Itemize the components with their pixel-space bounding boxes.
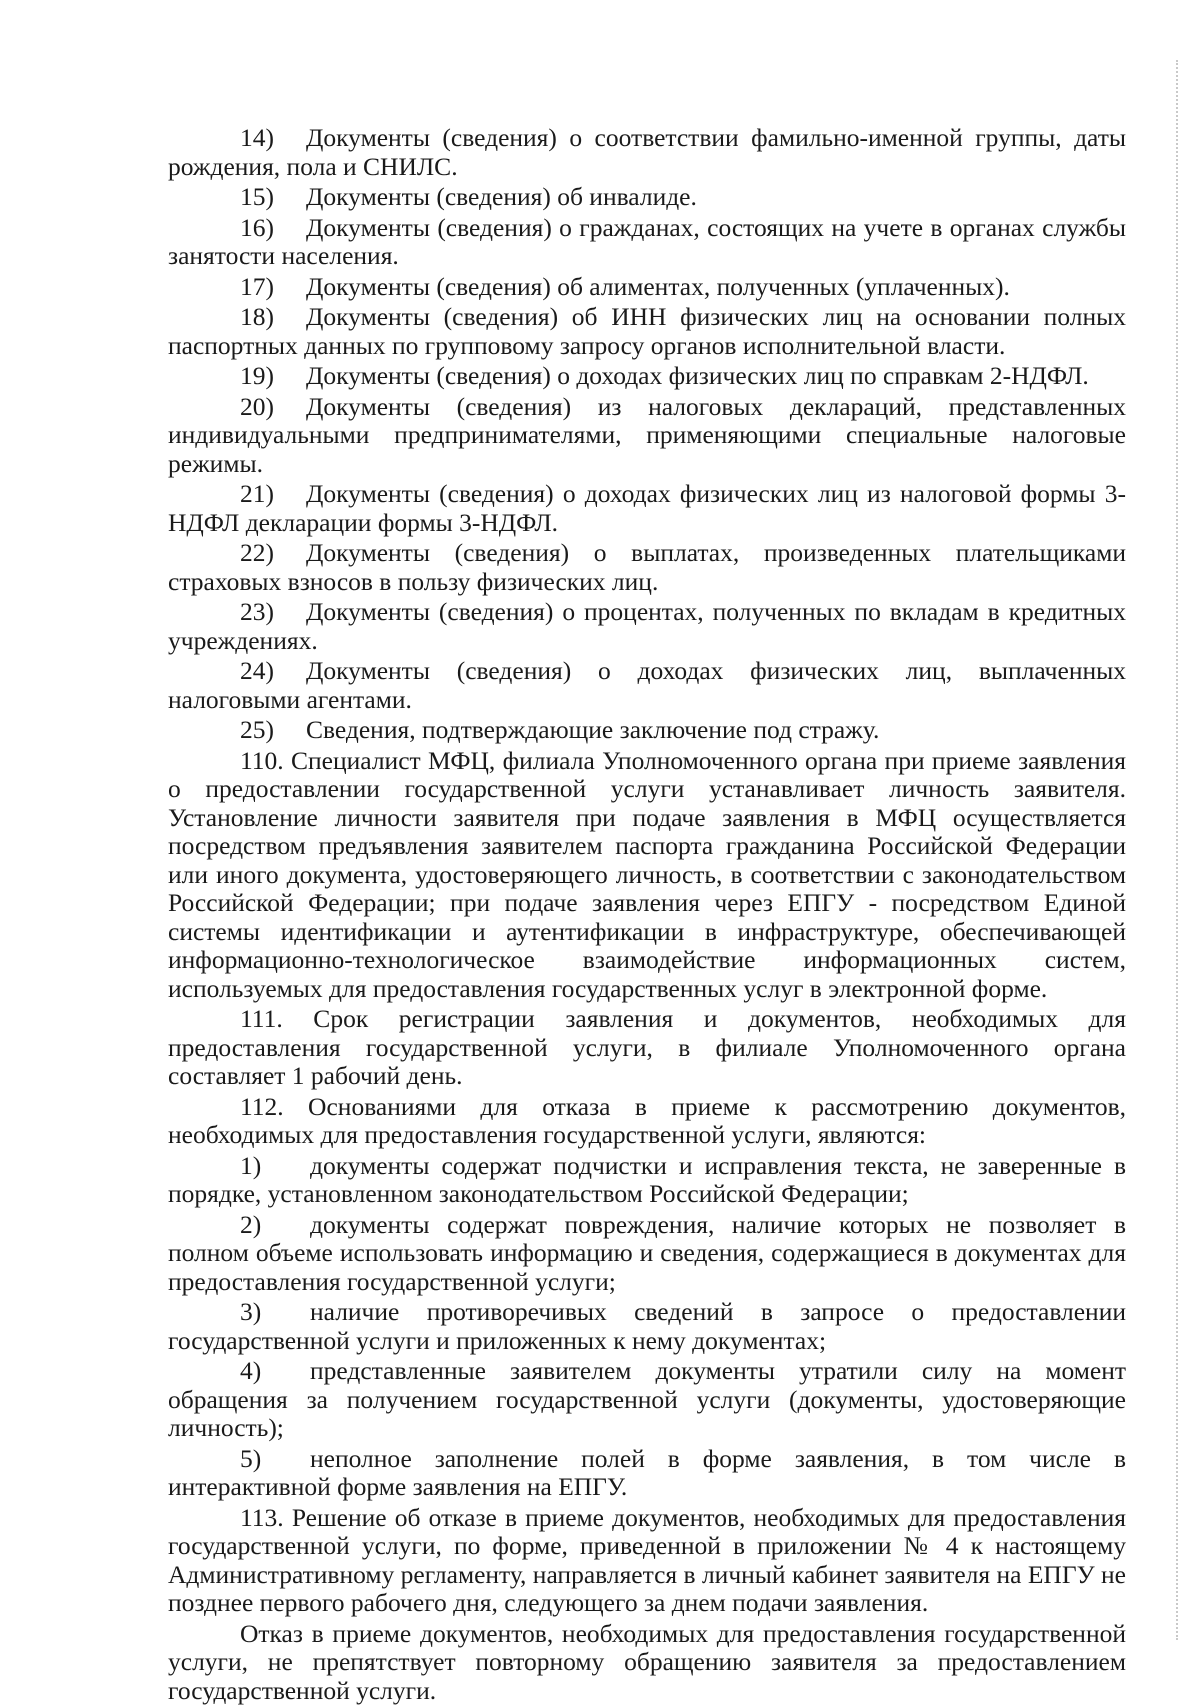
list-item: 23) Документы (сведения) о процентах, полученных по вкладам в кредитных учреждениях. bbox=[168, 597, 1126, 655]
list-item: 1) документы содержат подчистки и исправления текста, не заверенные в порядке, установленном законодательством Российской Федерации; bbox=[168, 1150, 1126, 1208]
scan-edge-dots bbox=[1176, 60, 1178, 1640]
list-item: 25) Сведения, подтверждающие заключение под стражу. bbox=[240, 715, 880, 744]
document-body bbox=[168, 124, 1126, 1707]
list-item: 19) Документы (сведения) о доходах физических лиц по справкам 2-НДФЛ. bbox=[240, 361, 1089, 390]
list-item: 24) Документы (сведения) о доходах физических лиц, выплаченных налоговыми агентами. bbox=[168, 656, 1126, 714]
list-item: 16) Документы (сведения) о гражданах, состоящих на учете в органах службы занятости населения. bbox=[168, 212, 1126, 270]
list-item: 18) Документы (сведения) об ИНН физических лиц на основании полных паспортных данных по групповому запросу органов исполнительной власти. bbox=[168, 302, 1126, 360]
list-item: 3) наличие противоречивых сведений в запросе о предоставлении государственной услуги и приложенных к нему документах; bbox=[168, 1297, 1126, 1355]
list-item: 17) Документы (сведения) об алиментах, полученных (уплаченных). bbox=[240, 271, 1010, 301]
list-item: 21) Документы (сведения) о доходах физических лиц из налоговой формы 3-НДФЛ декларации формы 3-НДФЛ. bbox=[168, 479, 1126, 537]
list-item: 15) Документы (сведения) об инвалиде. bbox=[240, 182, 697, 211]
list-item: 20) Документы (сведения) из налоговых деклараций, представленных индивидуальными предпринимателями, применяющими специальные налоговые режимы. bbox=[168, 391, 1126, 478]
list-item: 2) документы содержат повреждения, наличие которых не позволяет в полном объеме использовать информацию и сведения, содержащиеся в документах для предоставления государственной услуги; bbox=[168, 1209, 1126, 1296]
paragraph-111: 111. Срок регистрации заявления и документов, необходимых для предоставления государственной услуги, в филиале Уполномоченного органа составляет 1 рабочий день. bbox=[168, 1004, 1126, 1090]
paragraph-113: 113. Решение об отказе в приеме документов, необходимых для предоставления государственной услуги, по форме, приведенной в приложении № 4 к настоящему Административному регламенту, направляется в личный кабинет заявителя на ЕПГУ не позднее первого рабочего дня, следующего за днем подачи заявления. bbox=[168, 1502, 1126, 1617]
list-item: 22) Документы (сведения) о выплатах, произведенных плательщиками страховых взносов в пользу физических лиц. bbox=[168, 538, 1126, 596]
list-item: 4) представленные заявителем документы утратили силу на момент обращения за получением государственной услуги (документы, удостоверяющие личность); bbox=[168, 1356, 1126, 1442]
list-item: 14) Документы (сведения) о соответствии фамильно-именной группы, даты рождения, пола и СНИЛС. bbox=[168, 123, 1126, 181]
paragraph-112: 112. Основаниями для отказа в приеме к рассмотрению документов, необходимых для предоставления государственной услуги, являются: bbox=[168, 1091, 1126, 1149]
paragraph-final: Отказ в приеме документов, необходимых для предоставления государственной услуги, не препятствует повторному обращению заявителя за предоставлением государственной услуги. bbox=[168, 1618, 1126, 1705]
paragraph-110: 110. Специалист МФЦ, филиала Уполномоченного органа при приеме заявления о предоставлении государственной услуги устанавливает личность заявителя. Установление личности заявителя при подаче заявления в МФЦ осуществляется посредством предъявления заявителем паспорта гражданина Российской Федерации или иного документа, удостоверяющего личность, в соответствии с законодательством Российской Федерации; при подаче заявления через ЕПГУ - посредством Единой системы идентификации и аутентификации в инфраструктуре, обеспечивающей информационно-технологическое взаимодействие информационных систем, используемых для предоставления государственных услуг в электронной форме. bbox=[168, 745, 1126, 1003]
list-item: 5) неполное заполнение полей в форме заявления, в том числе в интерактивной форме заявления на ЕПГУ. bbox=[168, 1443, 1126, 1501]
